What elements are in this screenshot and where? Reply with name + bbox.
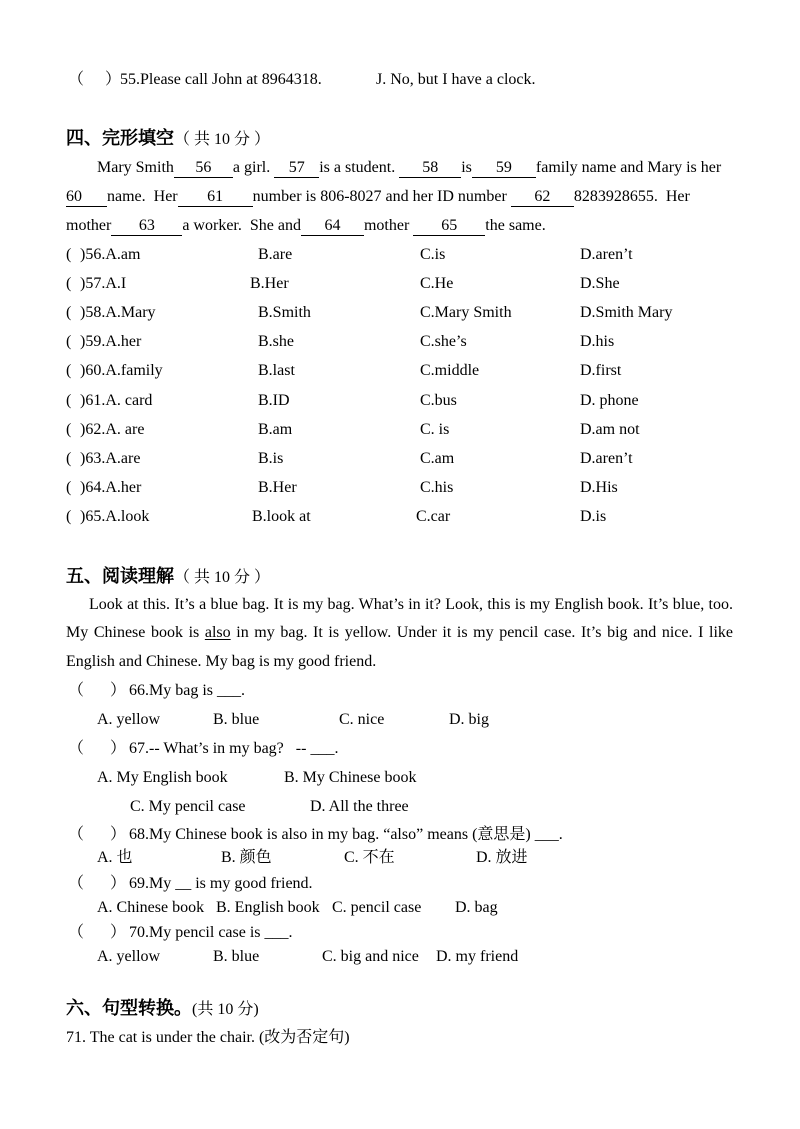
answer-paren-close: ） [110, 740, 127, 757]
option-d: D. All the three [310, 798, 409, 815]
option-d: D.His [580, 479, 618, 496]
option-a: A.Mary [105, 304, 156, 321]
option-c: C.is [420, 246, 446, 263]
question-71-text: 71. The cat is under the chair. (改为否定句) [66, 1029, 350, 1046]
option-c: C.bus [420, 392, 457, 409]
option-c: C. is [420, 421, 450, 438]
section-title: 五、阅读理解 [66, 566, 174, 586]
answer-blank: 57 [274, 158, 319, 178]
option-b: B.look at [252, 508, 311, 525]
cloze-question-row [0, 478, 800, 498]
answer-paren: ( [66, 479, 72, 496]
question-number: )57. [80, 275, 106, 292]
question-number: )60. [80, 362, 106, 379]
option-d: D.first [580, 362, 622, 379]
option-c: C.she’s [420, 333, 467, 350]
option-a: A. are [105, 421, 145, 438]
underlined-word: also [204, 624, 231, 641]
section-score: （ 共 10 分 ） [174, 131, 271, 148]
question-55-text: 55.Please call John at 8964318. [120, 71, 322, 88]
question-number: )65. [80, 508, 106, 525]
question-text: 69.My __ is my good friend. [129, 875, 313, 892]
answer-paren-close: ） [110, 924, 127, 941]
passage-text: is [461, 159, 472, 176]
answer-paren: ( [66, 246, 72, 263]
option-d: D. bag [455, 899, 498, 916]
cloze-question-row [0, 361, 800, 381]
option-a: A. yellow [97, 948, 161, 965]
option-a: A. My English book [97, 769, 228, 786]
passage-text: My Chinese book is [66, 624, 205, 641]
answer-paren: ( [66, 304, 72, 321]
question-55-answer-choice: J. No, but I have a clock. [376, 71, 536, 88]
passage-text: a girl. [232, 159, 275, 176]
option-a: A. Chinese book [97, 899, 205, 916]
option-a: A.her [105, 479, 142, 496]
question-number-and-option-a [80, 274, 126, 294]
option-c: C.am [420, 450, 455, 467]
passage-text: 8283928655. Her [573, 188, 690, 205]
answer-blank: 64 [301, 216, 364, 236]
reading-passage-line-1 [89, 595, 733, 615]
option-d: D.She [580, 275, 620, 292]
option-c: C.middle [420, 362, 480, 379]
option-a: A.are [105, 450, 141, 467]
question-number-and-option-a [80, 361, 163, 381]
option-c: C. nice [339, 711, 385, 728]
section-title: 四、完形填空 [66, 128, 174, 148]
option-c: C. pencil case [332, 899, 422, 916]
question-number: )56. [80, 246, 106, 263]
question-number-and-option-a [80, 332, 141, 352]
option-b: B. blue [213, 948, 260, 965]
section-title: 六、句型转换。 [66, 998, 192, 1018]
question-number: )58. [80, 304, 106, 321]
cloze-passage-line-1 [97, 158, 721, 178]
question-number-and-option-a [80, 391, 152, 411]
answer-paren-open: （ [68, 682, 85, 699]
option-d: D. my friend [436, 948, 519, 965]
question-text: 66.My bag is ___. [129, 682, 245, 699]
option-c: C.his [420, 479, 454, 496]
answer-paren-close: ） [110, 875, 127, 892]
option-d: D. 放进 [476, 849, 528, 866]
option-b: B.last [258, 362, 295, 379]
option-c: C. My pencil case [130, 798, 246, 815]
answer-paren-open: （ [68, 826, 85, 843]
answer-blank: 65 [413, 216, 485, 236]
answer-blank: 56 [174, 158, 233, 178]
option-d: D.his [580, 333, 615, 350]
option-a: A. 也 [97, 849, 133, 866]
cloze-question-row [0, 274, 800, 294]
answer-blank: 60 [66, 187, 107, 207]
answer-blank: 61 [178, 187, 253, 207]
option-c: C. big and nice [322, 948, 419, 965]
option-c: C.car [416, 508, 451, 525]
answer-paren-close: ） [110, 682, 127, 699]
option-d: D.aren’t [580, 246, 633, 263]
option-a: A.family [105, 362, 163, 379]
passage-text: in my bag. It is yellow. Under it is my pencil case. It’s big and nice. I like [230, 624, 733, 641]
cloze-passage-line-3 [66, 216, 546, 236]
option-a: A.I [105, 275, 127, 292]
option-b: B.Her [258, 479, 297, 496]
option-b: B. blue [213, 711, 260, 728]
option-c: C.He [420, 275, 454, 292]
passage-text: number is 806-8027 and her ID number [252, 188, 511, 205]
passage-text: English and Chinese. My bag is my good friend. [66, 653, 377, 670]
answer-paren-close: ） [110, 826, 127, 843]
answer-blank: 58 [399, 158, 461, 178]
cloze-passage-line-2 [66, 187, 690, 207]
question-text: 67.-- What’s in my bag? -- ___. [129, 740, 339, 757]
option-a: A. card [105, 392, 153, 409]
question-number-and-option-a [80, 507, 149, 527]
option-a: A.look [105, 508, 150, 525]
answer-paren-open: （ [68, 71, 85, 88]
question-text: 70.My pencil case is ___. [129, 924, 293, 941]
answer-paren-open: （ [68, 924, 85, 941]
question-number: )64. [80, 479, 106, 496]
question-number-and-option-a [80, 303, 156, 323]
passage-text: Look at this. It’s a blue bag. It is my bag. What’s in it? Look, this is my English book. It’s blue, too. [89, 596, 733, 613]
option-d: D.is [580, 508, 607, 525]
question-number-and-option-a [80, 420, 144, 440]
option-a: A.am [105, 246, 141, 263]
option-d: D.aren’t [580, 450, 633, 467]
answer-blank: 62 [511, 187, 574, 207]
option-a: A. yellow [97, 711, 161, 728]
option-d: D.Smith Mary [580, 304, 673, 321]
answer-paren-close: ） [105, 71, 122, 88]
option-d: D. big [449, 711, 489, 728]
question-number: )59. [80, 333, 106, 350]
section-score: (共 10 分) [192, 1001, 259, 1018]
answer-paren: ( [66, 508, 72, 525]
cloze-question-row [0, 332, 800, 352]
option-b: B.are [258, 246, 293, 263]
answer-paren: ( [66, 450, 72, 467]
cloze-question-row [0, 303, 800, 323]
passage-text: Mary Smith [97, 159, 174, 176]
passage-text: the same. [485, 217, 546, 234]
option-c: C.Mary Smith [420, 304, 512, 321]
section-6-heading [66, 996, 259, 1020]
question-number: )63. [80, 450, 106, 467]
question-number-and-option-a [80, 245, 140, 265]
question-number: )61. [80, 392, 106, 409]
passage-text: is a student. [319, 159, 400, 176]
passage-text: a worker. She and [182, 217, 301, 234]
answer-paren: ( [66, 333, 72, 350]
question-number-and-option-a [80, 449, 140, 469]
section-score: （ 共 10 分 ） [174, 569, 271, 586]
answer-paren: ( [66, 421, 72, 438]
cloze-question-row [0, 507, 800, 527]
option-b: B.Smith [258, 304, 311, 321]
answer-paren: ( [66, 392, 72, 409]
answer-paren-open: （ [68, 875, 85, 892]
passage-text: name. Her [107, 188, 178, 205]
answer-paren: ( [66, 362, 72, 379]
option-c: C. 不在 [344, 849, 395, 866]
reading-passage-line-3 [66, 652, 376, 672]
option-d: D. phone [580, 392, 639, 409]
option-a: A.her [105, 333, 142, 350]
option-b: B.is [258, 450, 284, 467]
section-4-heading [66, 126, 270, 150]
answer-paren: ( [66, 275, 72, 292]
section-5-heading [66, 564, 270, 588]
option-d: D.am not [580, 421, 640, 438]
option-b: B. My Chinese book [284, 769, 417, 786]
answer-blank: 59 [472, 158, 536, 178]
option-b: B.am [258, 421, 293, 438]
question-number-and-option-a [80, 478, 141, 498]
option-b: B.ID [258, 392, 290, 409]
answer-blank: 63 [111, 216, 182, 236]
answer-paren-open: （ [68, 740, 85, 757]
passage-text: family name and Mary is her [535, 159, 722, 176]
question-text: 68.My Chinese book is also in my bag. “also” means (意思是) ___. [129, 826, 563, 843]
cloze-question-row [0, 245, 800, 265]
passage-text: mother [66, 217, 112, 234]
option-b: B.she [258, 333, 294, 350]
option-b: B.Her [250, 275, 289, 292]
option-b: B. English book [216, 899, 320, 916]
cloze-question-row [0, 449, 800, 469]
cloze-question-row [0, 420, 800, 440]
option-b: B. 颜色 [221, 849, 272, 866]
cloze-question-row [0, 391, 800, 411]
passage-text: mother [363, 217, 414, 234]
reading-passage-line-2 [66, 623, 733, 643]
question-number: )62. [80, 421, 106, 438]
